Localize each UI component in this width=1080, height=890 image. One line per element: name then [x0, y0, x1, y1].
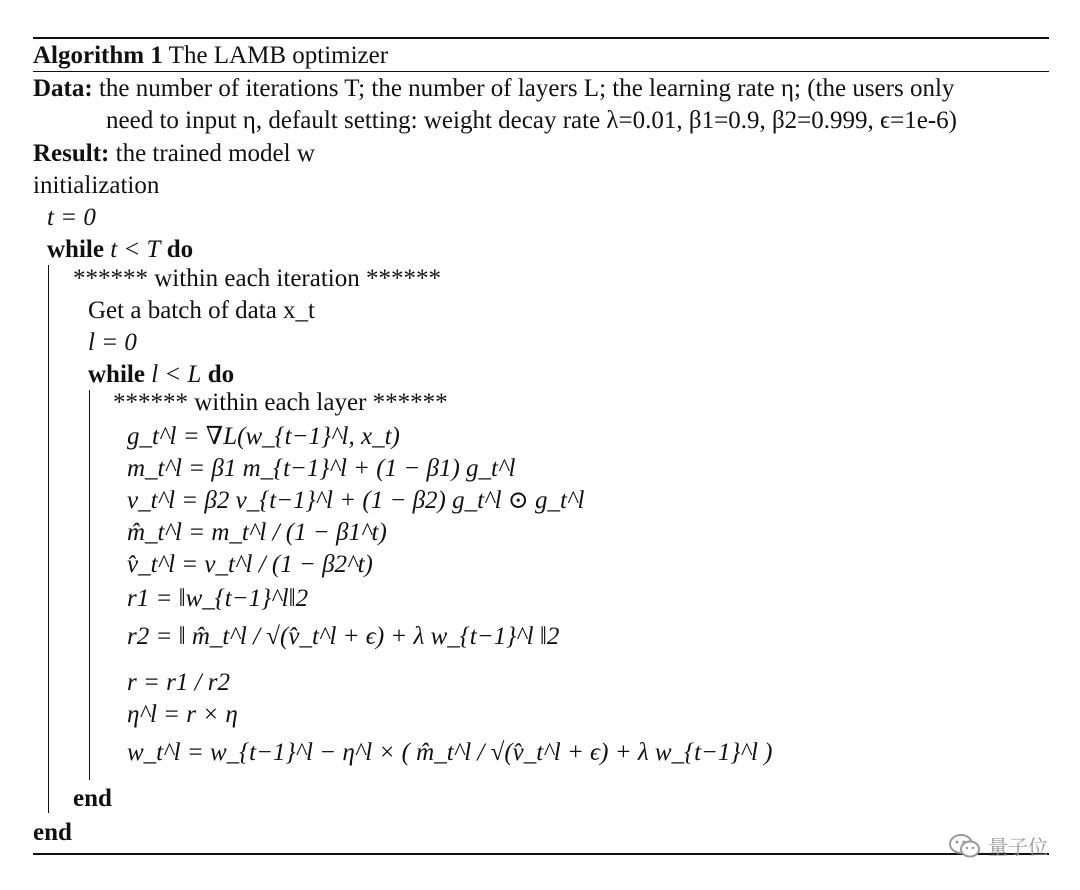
while-outer — [47, 237, 193, 262]
top-rule — [33, 37, 1049, 39]
while-outer-do: do — [166, 236, 194, 263]
outer-loop-bar — [48, 265, 49, 813]
t-init: t = 0 — [47, 204, 96, 231]
result-label: Result: — [33, 140, 110, 167]
layer-comment: ****** within each layer ****** — [113, 389, 448, 416]
watermark — [948, 831, 1048, 860]
eq-v-hat: v̂_t^l = v_t^l / (1 − β2^t) — [127, 551, 373, 578]
result-text: the trained model w — [115, 140, 315, 167]
eq-eta: η^l = r × η — [127, 701, 238, 728]
eq-second-moment: v_t^l = β2 v_{t−1}^l + (1 − β2) g_t^l ⊙ g_t^l — [127, 487, 585, 514]
eq-first-moment: m_t^l = β1 m_{t−1}^l + (1 − β1) g_t^l — [127, 455, 516, 482]
data-text-2: need to input η, default setting: weight decay rate λ=0.01, β1=0.9, β2=0.999, ϵ=1e-6) — [106, 107, 957, 134]
watermark-text: 量子位 — [988, 835, 1048, 859]
wechat-icon — [948, 833, 982, 859]
algorithm-header — [33, 43, 388, 68]
batch-line: Get a batch of data x_t — [88, 297, 315, 324]
end-outer: end — [33, 819, 72, 846]
while-inner-keyword: while — [88, 361, 145, 388]
bottom-rule — [33, 853, 1049, 855]
algorithm-number: Algorithm 1 — [33, 42, 163, 69]
while-outer-keyword: while — [47, 236, 104, 263]
algorithm-title: The LAMB optimizer — [168, 42, 389, 69]
while-inner — [88, 362, 234, 387]
eq-ratio: r = r1 / r2 — [127, 669, 231, 696]
data-text-1: the number of iterations T; the number of layers L; the learning rate η; (the users only — [98, 75, 955, 102]
result-line — [33, 141, 315, 166]
eq-r2: r2 = ‖ m̂_t^l / √(v̂_t^l + ϵ) + λ w_{t−1}^l ‖2 — [127, 623, 560, 650]
inner-loop-bar — [89, 390, 90, 780]
data-label: Data: — [33, 75, 93, 102]
while-inner-do: do — [207, 361, 235, 388]
eq-gradient: g_t^l = ∇L(w_{t−1}^l, x_t) — [127, 423, 400, 450]
eq-r1: r1 = ‖w_{t−1}^l‖2 — [127, 585, 309, 612]
header-rule — [33, 71, 1049, 72]
init-line: initialization — [33, 172, 160, 199]
end-inner: end — [73, 785, 112, 812]
eq-m-hat: m̂_t^l = m_t^l / (1 − β1^t) — [127, 519, 387, 546]
data-line-2 — [106, 108, 957, 133]
while-inner-condition: l < L — [151, 361, 202, 388]
while-outer-condition: t < T — [110, 236, 161, 263]
l-init: l = 0 — [88, 329, 137, 356]
data-line-1 — [33, 76, 954, 101]
eq-weight-update: w_t^l = w_{t−1}^l − η^l × ( m̂_t^l / √(v̂_t^l + ϵ) + λ w_{t−1}^l ) — [127, 739, 773, 766]
iteration-comment: ****** within each iteration ****** — [73, 265, 441, 292]
